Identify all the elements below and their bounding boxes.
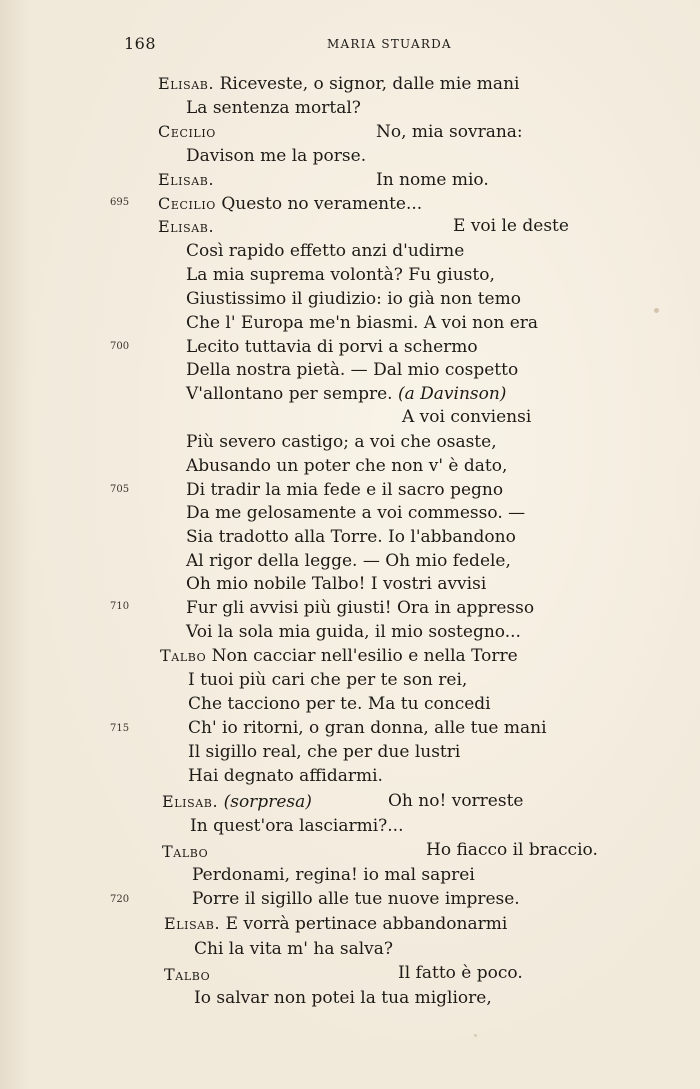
- line-number-720: 720: [110, 894, 130, 905]
- verse-line: La sentenza mortal?: [186, 98, 361, 118]
- verse-line: Davison me la porse.: [186, 146, 367, 166]
- running-title: MARIA STUARDA: [327, 37, 452, 51]
- line-number-710: 710: [110, 601, 130, 612]
- speaker-label: Talbo: [162, 842, 209, 861]
- speaker-label: Elisab.: [158, 217, 215, 236]
- verse-line: A voi conviensi: [402, 407, 532, 427]
- verse-text: Il fatto è poco.: [398, 963, 523, 983]
- verse-text: E voi le deste: [453, 216, 569, 236]
- verse-line: La mia suprema volontà? Fu giusto,: [186, 265, 495, 285]
- speaker-label: Elisab.: [158, 170, 215, 189]
- verse-line: Di tradir la mia fede e il sacro pegno: [186, 480, 504, 500]
- verse-line: Oh mio nobile Talbo! I vostri avvisi: [186, 574, 487, 594]
- verse-line: Che l' Europa me'n biasmi. A voi non era: [186, 313, 539, 333]
- line-number-695: 695: [110, 197, 130, 208]
- paper-spot: [474, 1034, 477, 1037]
- line-number-705: 705: [110, 484, 130, 495]
- verse-text: In nome mio.: [376, 170, 489, 190]
- verse-line: Sia tradotto alla Torre. Io l'abbandono: [186, 527, 516, 547]
- verse-line: Ch' io ritorni, o gran donna, alle tue mani: [188, 718, 547, 738]
- verse-line: Che tacciono per te. Ma tu concedi: [188, 694, 491, 714]
- verse-line: I tuoi più cari che per te son rei,: [188, 670, 468, 690]
- verse-line: [160, 646, 518, 666]
- verse-line: Hai degnato affidarmi.: [188, 766, 383, 786]
- verse-line: Voi la sola mia guida, il mio sostegno...: [186, 622, 521, 642]
- verse-text: Non cacciar nell'esilio e nella Torre: [211, 646, 518, 666]
- speaker-label: Talbo: [164, 965, 211, 984]
- verse-line: Perdonami, regina! io mal saprei: [192, 865, 475, 885]
- stage-direction: (a Davinson): [397, 384, 507, 404]
- verse-line: Da me gelosamente a voi commesso. —: [186, 503, 526, 523]
- verse-line: Giustissimo il giudizio: io già non temo: [186, 289, 521, 309]
- speaker-label: Elisab.: [162, 792, 219, 811]
- verse-line: In quest'ora lasciarmi?...: [190, 816, 404, 836]
- speaker-label: Elisab.: [158, 74, 215, 93]
- line-number-700: 700: [110, 341, 130, 352]
- paper-spot: [654, 308, 659, 313]
- verse-line: Lecito tuttavia di porvi a schermo: [186, 337, 478, 357]
- stage-direction: (sorpresa): [223, 792, 312, 812]
- verse-line: Porre il sigillo alle tue nuove imprese.: [192, 889, 520, 909]
- speaker-label: Talbo: [160, 646, 207, 665]
- verse-text: Questo no veramente...: [221, 194, 423, 214]
- verse-text: V'allontano per sempre.: [186, 384, 393, 404]
- verse-line: Chi la vita m' ha salva?: [194, 939, 394, 959]
- verse-line: [186, 384, 506, 404]
- verse-text: Ho fiacco il braccio.: [426, 840, 598, 860]
- page-number: 168: [124, 34, 157, 53]
- verse-line: [162, 792, 312, 812]
- verse-text: Riceveste, o signor, dalle mie mani: [219, 74, 520, 94]
- verse-line: [164, 914, 507, 934]
- verse-line: Così rapido effetto anzi d'udirne: [186, 241, 465, 261]
- verse-text: No, mia sovrana:: [376, 122, 523, 142]
- verse-line: Più severo castigo; a voi che osaste,: [186, 432, 497, 452]
- verse-line: Io salvar non potei la tua migliore,: [194, 988, 492, 1008]
- verse-line: Della nostra pietà. — Dal mio cospetto: [186, 360, 519, 380]
- line-number-715: 715: [110, 723, 130, 734]
- verse-line: Al rigor della legge. — Oh mio fedele,: [186, 551, 511, 571]
- speaker-label: Cecilio: [158, 122, 216, 141]
- verse-line: [158, 74, 519, 94]
- speaker-label: Cecilio: [158, 194, 216, 213]
- speaker-label: Elisab.: [164, 914, 221, 933]
- verse-line: [158, 194, 422, 214]
- verse-line: Abusando un poter che non v' è dato,: [186, 456, 508, 476]
- verse-text: E vorrà pertinace abbandonarmi: [225, 914, 508, 934]
- verse-line: Fur gli avvisi più giusti! Ora in appresso: [186, 598, 535, 618]
- verse-line: Il sigillo real, che per due lustri: [188, 742, 461, 762]
- verse-text: Oh no! vorreste: [388, 791, 524, 811]
